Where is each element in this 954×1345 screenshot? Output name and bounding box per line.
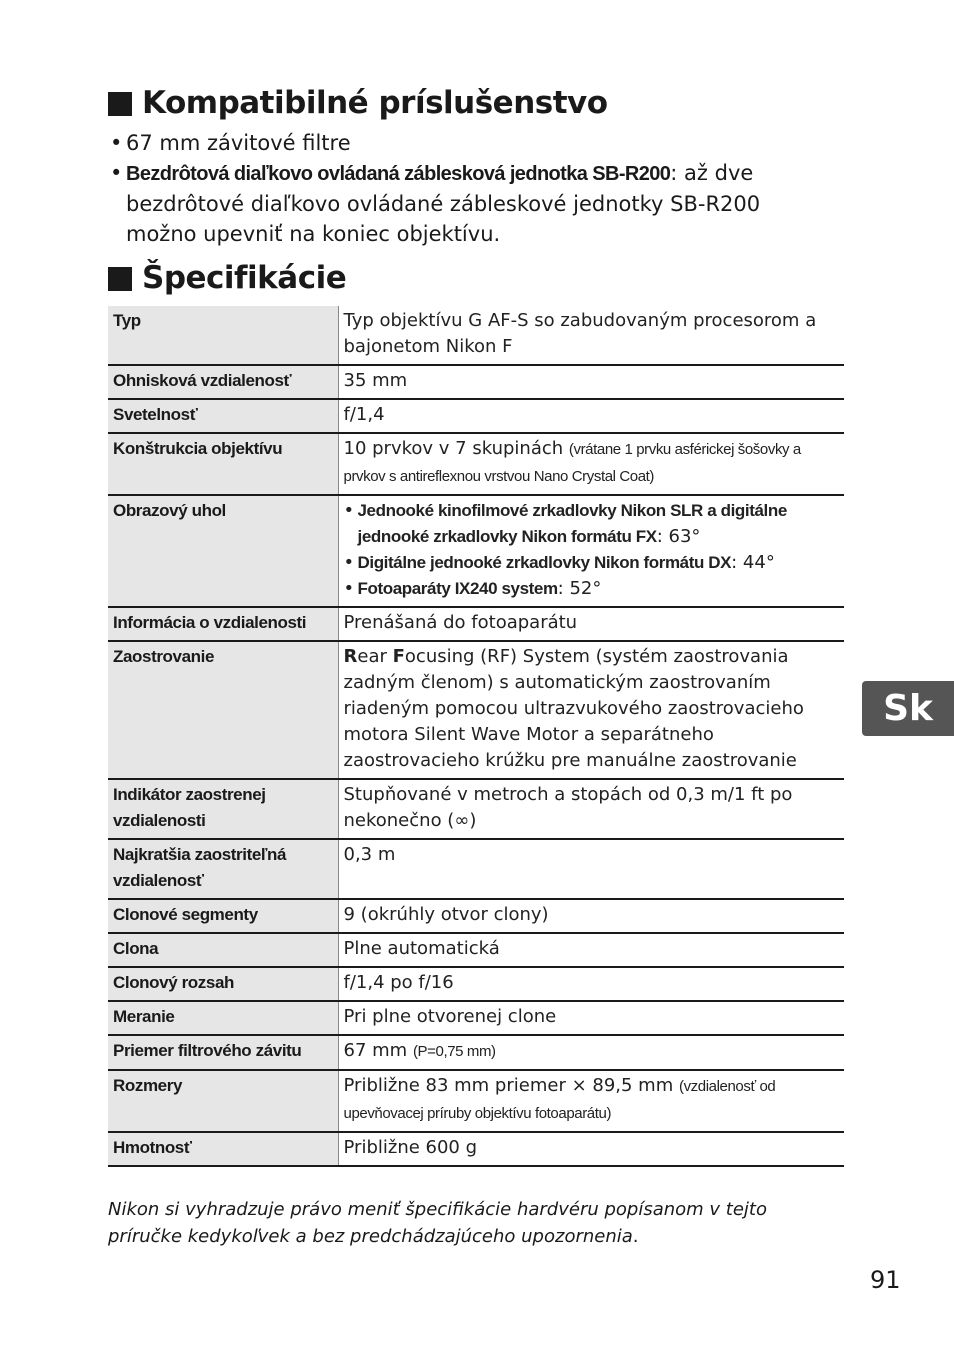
spec-label: Hmotnosť [108,1132,338,1166]
spec-label: Meranie [108,1001,338,1035]
spec-value: Plne automatická [338,933,844,967]
spec-label: Clona [108,933,338,967]
angle-value: : 63° [656,526,701,547]
table-row [108,967,844,1001]
spec-note: (vzdialenosť od upevňovacej príruby objektívu fotoaparátu) [343,1078,776,1122]
spec-label: Clonový rozsah [108,967,338,1001]
spec-value: Stupňované v metroch a stopách od 0,3 m/1 ft po nekonečno (∞) [338,779,844,839]
spec-value: f/1,4 po f/16 [338,967,844,1001]
spec-value: 0,3 m [338,839,844,899]
spec-value: Typ objektívu G AF-S so zabudovaným procesorom a bajonetom Nikon F [338,306,844,365]
angle-value: : 52° [557,578,602,599]
list-item-strong: Bezdrôtová diaľkovo ovládaná záblesková jednotka SB-R200 [126,163,671,185]
spec-label: Rozmery [108,1070,338,1132]
spec-label: Informácia o vzdialenosti [108,607,338,641]
list-item [108,128,828,158]
list-item-text: : až dve bezdrôtové diaľkovo ovládané zábleskové jednotky SB-R200 možno upevniť na koniec objektívu. [126,161,761,246]
spec-value-part: ocusing (RF) System (systém zaostrovania zadným členom) s automatickým zaostrovaním riadeným pomocou ultrazvukového zaostrovacieho motora Silent Wave Motor a separátneho zaostrovacieho krúžku pre manuálne zaostrovanie [343,646,804,771]
square-bullet-icon [108,92,132,116]
spec-value [338,1035,844,1070]
specs-table [108,306,844,1167]
table-row [108,779,844,839]
accessories-list [108,128,828,249]
angle-camera: Fotoaparáty IX240 system [357,579,558,598]
spec-value: Približne 600 g [338,1132,844,1166]
spec-value-part: ear [357,646,393,667]
table-row [108,1132,844,1166]
spec-label: Najkratšia zaostriteľná vzdialenosť [108,839,338,899]
spec-value-main: 10 prvkov v 7 skupinách [343,438,564,459]
table-row [108,641,844,779]
spec-value-initial: R [343,646,358,667]
spec-label: Zaostrovanie [108,641,338,779]
spec-label: Typ [108,306,338,365]
language-tab: Sk [862,681,954,736]
angle-value: : 44° [731,552,775,573]
table-row [108,365,844,399]
table-row [108,399,844,433]
page-number: 91 [870,1266,901,1294]
spec-label: Indikátor zaostrenej vzdialenosti [108,779,338,839]
spec-value [338,1070,844,1132]
section-title-text: Špecifikácie [142,260,347,296]
list-item [344,576,839,602]
spec-label: Obrazový uhol [108,495,338,607]
section-title-specs [108,260,347,296]
spec-value: f/1,4 [338,399,844,433]
table-row [108,1001,844,1035]
square-bullet-icon [108,267,132,291]
table-row [108,495,844,607]
spec-label: Ohnisková vzdialenosť [108,365,338,399]
table-row [108,306,844,365]
list-item-text: 67 mm závitové filtre [126,131,351,155]
table-row [108,433,844,495]
section-title-accessories [108,85,608,121]
spec-value-main: 67 mm [343,1040,408,1061]
angle-camera: Digitálne jednooké zrkadlovky Nikon formátu DX [357,553,732,572]
spec-value [338,495,844,607]
footnote [108,1196,828,1250]
spec-value: 9 (okrúhly otvor clony) [338,899,844,933]
footnote-text: Nikon si vyhradzuje právo meniť špecifikácie hardvéru popísanom v tejto príručke kedykoľvek a bez predchádzajúceho upozornenia [108,1199,767,1247]
table-row [108,1070,844,1132]
spec-value: Pri plne otvorenej clone [338,1001,844,1035]
spec-label: Konštrukcia objektívu [108,433,338,495]
table-row [108,933,844,967]
spec-note: (P=0,75 mm) [412,1043,496,1060]
section-title-text: Kompatibilné príslušenstvo [142,85,608,121]
spec-label: Priemer filtrového závitu [108,1035,338,1070]
spec-value-main: Približne 83 mm priemer × 89,5 mm [343,1075,674,1096]
spec-value [338,641,844,779]
table-row [108,899,844,933]
list-item [344,550,839,576]
spec-value-initial: F [392,646,405,667]
table-row [108,1035,844,1070]
footnote-end: . [632,1226,639,1247]
spec-note: (vrátane 1 prvku asférickej šošovky a prvkov s antireflexnou vrstvou Nano Crystal Coat) [343,441,801,485]
spec-value: Prenášaná do fotoaparátu [338,607,844,641]
angle-camera: Jednooké kinofilmové zrkadlovky Nikon SLR a digitálne jednooké zrkadlovky Nikon formátu FX [357,501,787,546]
list-item [344,498,839,550]
spec-value [338,433,844,495]
spec-label: Clonové segmenty [108,899,338,933]
table-row [108,607,844,641]
spec-value: 35 mm [338,365,844,399]
table-row [108,839,844,899]
spec-label: Svetelnosť [108,399,338,433]
angle-list [344,498,839,602]
list-item [108,158,828,249]
